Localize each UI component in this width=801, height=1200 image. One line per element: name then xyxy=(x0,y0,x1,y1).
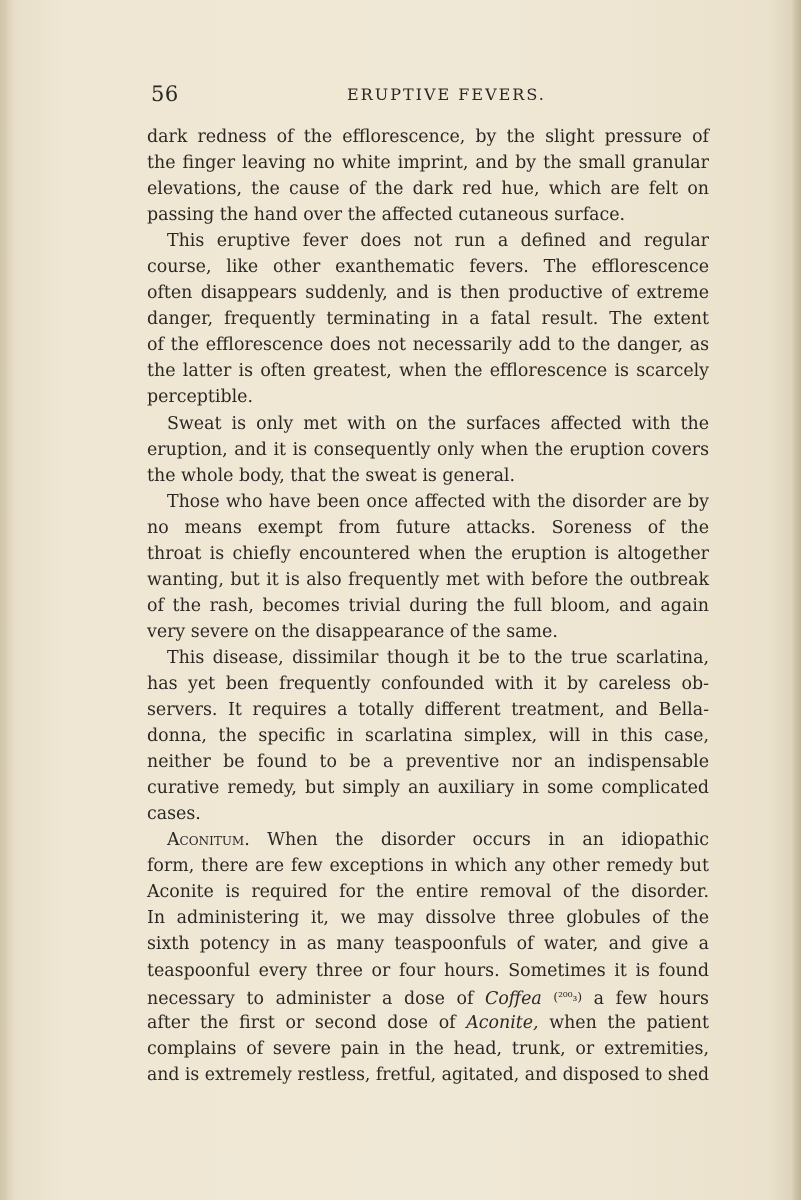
text-line: teaspoonful every three or four hours. Sometimes it is found xyxy=(147,960,709,981)
text-line: of the efflorescence does not necessarily add to the danger, as xyxy=(147,335,709,356)
text-line: elevations, the cause of the dark red hue, which are felt on xyxy=(147,179,709,200)
text-line: In administering it, we may dissolve three globules of the xyxy=(147,908,709,929)
text-line: the finger leaving no white imprint, and by the small granular xyxy=(147,153,709,174)
text-line: perceptible. xyxy=(147,387,253,408)
text-line xyxy=(147,1010,709,1036)
text-line: sixth potency in as many teaspoonfuls of water, and give a xyxy=(147,934,709,955)
text-line: Aconite is required for the entire removal of the disorder. xyxy=(147,882,709,903)
page-header xyxy=(151,82,581,110)
text-line xyxy=(147,827,709,853)
page-number: 56 xyxy=(151,82,179,106)
remedy-aconite: Aconite, xyxy=(466,1012,539,1033)
text-line: form, there are few exceptions in which any other remedy but xyxy=(147,856,709,877)
text-line: no means exempt from future attacks. Soreness of the xyxy=(147,517,709,538)
text-line: danger, frequently terminating in a fatal result. The extent xyxy=(147,309,709,330)
text-segment: necessary to administer a dose of xyxy=(147,988,474,1009)
running-head: ERUPTIVE FEVERS. xyxy=(347,85,546,104)
text-line: dark redness of the efflorescence, by the slight pressure of xyxy=(147,127,709,147)
text-line: donna, the specific in scarlatina simplex, will in this case, xyxy=(147,726,709,747)
text-segment: when the patient xyxy=(549,1012,709,1033)
text-line: wanting, but it is also frequently met with before the outbreak xyxy=(147,569,709,590)
text-segment: When the disorder occurs in an idiopathic xyxy=(267,830,709,851)
text-line: This disease, dissimilar though it be to the true scarlatina, xyxy=(167,647,709,668)
text-line: of the rash, becomes trivial during the full bloom, and again xyxy=(147,595,709,616)
text-segment: after the first or second dose of xyxy=(147,1012,456,1033)
text-line: servers. It requires a totally different treatment, and Bella- xyxy=(147,700,709,721)
remedy-coffea: Coffea xyxy=(485,988,542,1009)
aconitum-heading: Aconitum. xyxy=(167,830,250,851)
text-line: and is extremely restless, fretful, agitated, and disposed to shed xyxy=(147,1064,709,1085)
text-line: cases. xyxy=(147,804,201,825)
text-line: throat is chiefly encountered when the eruption is altogether xyxy=(147,543,709,564)
text-line: This eruptive fever does not run a defined and regular xyxy=(167,231,709,252)
text-line: has yet been frequently confounded with it by careless ob- xyxy=(147,673,709,694)
text-line: the latter is often greatest, when the efflorescence is scarcely xyxy=(147,361,709,382)
text-line: complains of severe pain in the head, trunk, or extremities, xyxy=(147,1038,709,1059)
text-line: neither be found to be a preventive nor an indispensable xyxy=(147,752,709,773)
body-text xyxy=(147,124,709,1088)
text-segment: a few hours xyxy=(593,988,709,1009)
text-line: the whole body, that the sweat is general. xyxy=(147,465,516,486)
page-binding-shadow xyxy=(0,0,14,1200)
text-line: curative remedy, but simply an auxiliary in some complicated xyxy=(147,778,709,799)
text-line: Those who have been once affected with the disorder are by xyxy=(167,491,709,512)
dose-notation: (²⁰⁰₃) xyxy=(553,989,583,1004)
text-line xyxy=(147,984,709,1010)
text-line: often disappears suddenly, and is then productive of extreme xyxy=(147,283,709,304)
text-line: passing the hand over the affected cutaneous surface. xyxy=(147,205,626,226)
text-line: Sweat is only met with on the surfaces affected with the xyxy=(167,413,709,434)
text-line: eruption, and it is consequently only when the eruption covers xyxy=(147,439,709,460)
text-line: very severe on the disappearance of the same. xyxy=(147,621,558,642)
text-line: course, like other exanthematic fevers. The efflorescence xyxy=(147,257,709,278)
page-edge-shadow xyxy=(791,0,801,1200)
